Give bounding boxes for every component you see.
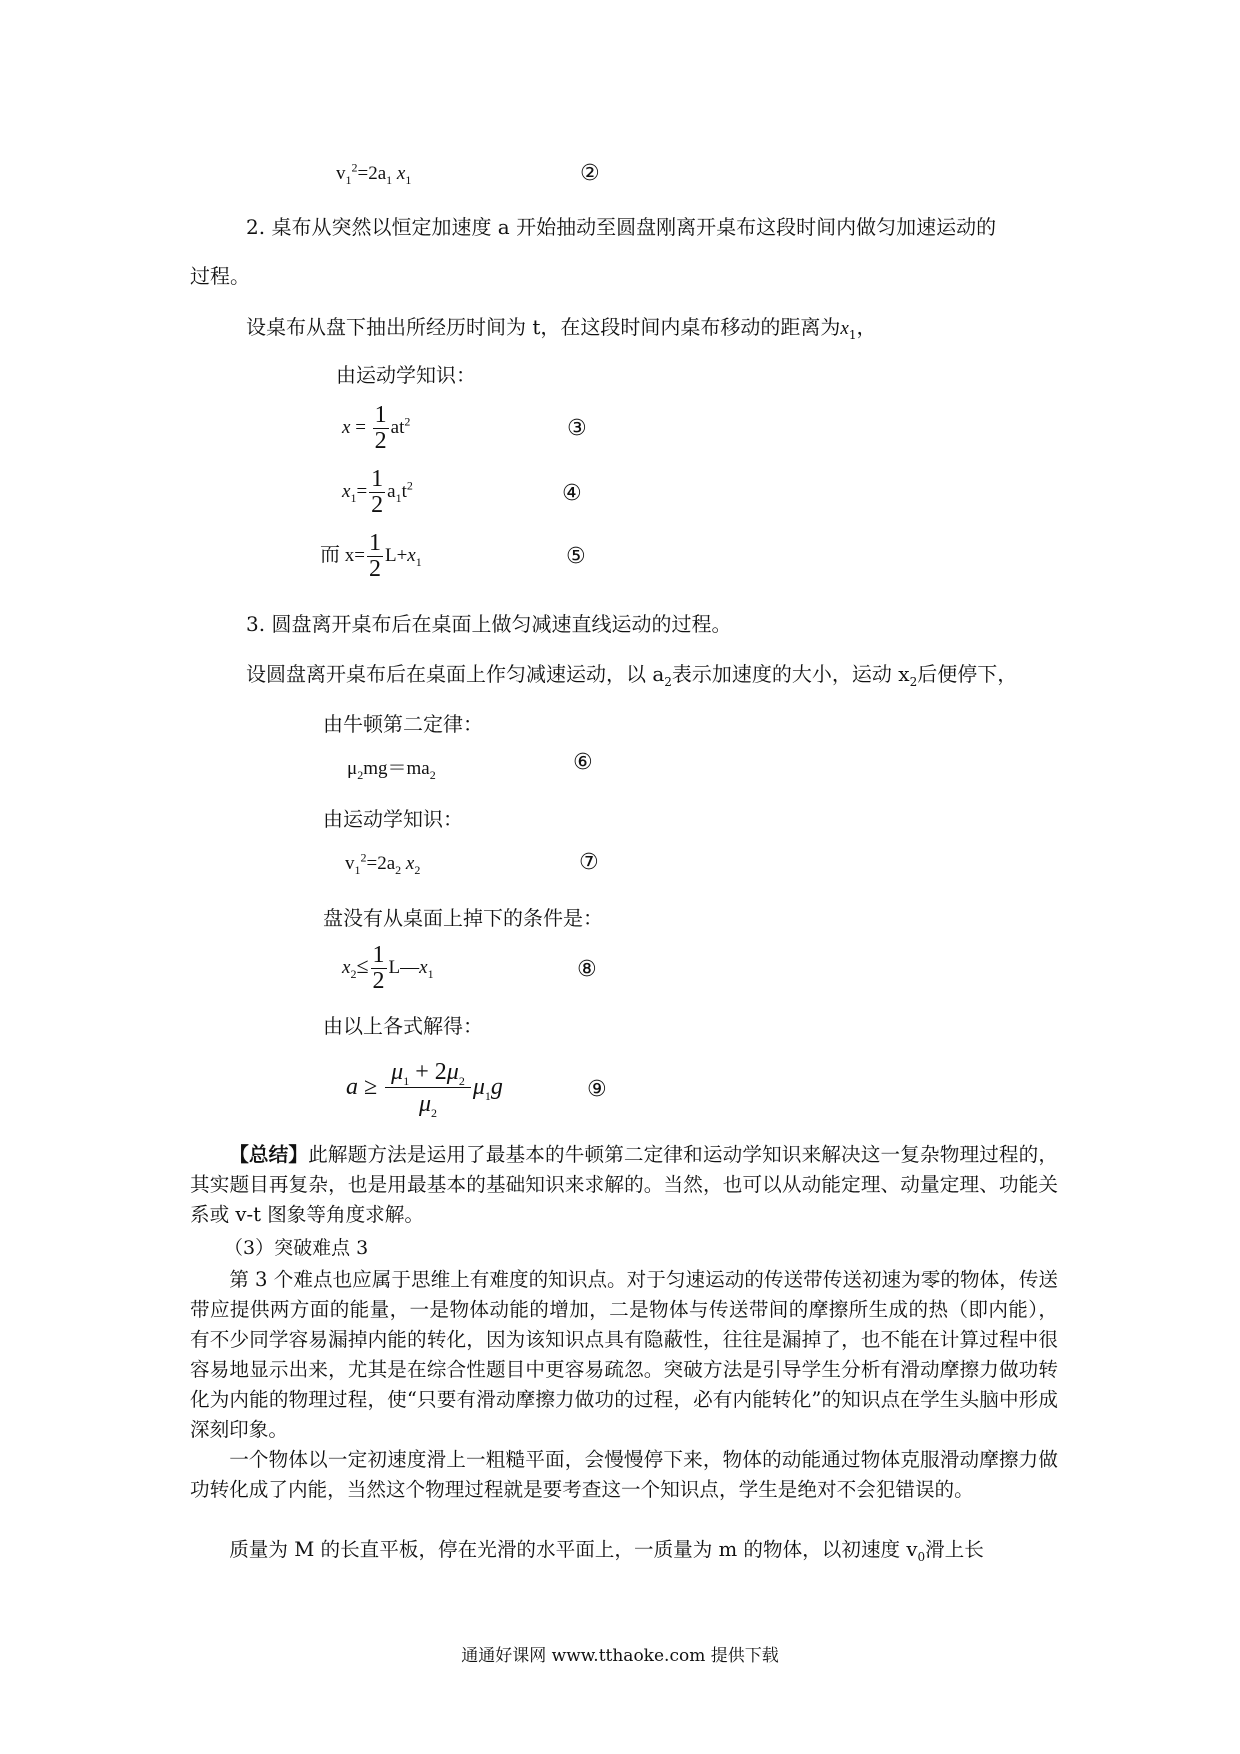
summary-label: 【总结】 [229,1143,309,1166]
section-2-kinematics-label: 由运动学知识： [336,363,476,387]
section-3-setup: 设圆盘离开桌布后在桌面上作匀减速运动，以 $a_2$表示加速度的大小，运动 $x_2$后便停下， [246,662,1018,689]
equation-2: $v_1^2=2a_1$ $x_1$ [336,160,412,187]
equation-number-5: ⑤ [566,544,586,569]
fraction-one-half: $\frac{1}{2}$ [368,530,381,583]
equation-number-2: ② [580,161,600,186]
equation-4: $x_1=$ $\frac{1}{2}$ $a_1t^2$ [342,466,413,519]
equation-number-4: ④ [562,481,582,506]
equation-number-6: ⑥ [573,750,593,775]
equation-number-9: ⑨ [587,1077,607,1102]
fraction-one-half: $\frac{1}{2}$ [372,942,385,995]
difficulty-3-heading: （3）突破难点 3 [224,1237,369,1259]
solve-label: 由以上各式解得： [323,1014,483,1038]
difficulty-3-paragraph-1: 第 3 个难点也应属于思维上有难度的知识点。对于匀速运动的传送带传送初速为零的物体，传送带应提供两方面的能量，一是物体动能的增加，二是物体与传送带间的摩擦所生成的热（即内能），有不少同学容易漏掉内能的转化，因为该知识点具有隐蔽性，往往是漏掉了，也不能在计算过程中很容易地显示出来，尤其是在综合性题目中更容易疏忽。突破方法是引导学生分析有滑动摩擦力做功转化为内能的物理过程，使“只要有滑动摩擦力做功的过程，必有内能转化”的知识点在学生头脑中形成深刻印象。 [190,1268,1058,1441]
page-footer: 通通好课网 www.tthaoke.com 提供下载 [461,1646,779,1666]
section-2-heading-line1: 2. 桌布从突然以恒定加速度 a 开始抽动至圆盘刚离开桌布这段时间内做匀加速运动的 [246,215,997,239]
equation-number-7: ⑦ [579,850,599,875]
equation-7: $v_1^2=2a_2$ $x_2$ [345,850,421,877]
difficulty-3-paragraph-2: 一个物体以一定初速度滑上一粗糙平面，会慢慢停下来，物体的动能通过物体克服滑动摩擦力做功转化成了内能，当然这个物理过程就是要考查这一个知识点，学生是绝对不会犯错误的。 [190,1448,1058,1501]
section-2-setup: 设桌布从盘下抽出所经历时间为 t，在这段时间内桌布移动的距离为$x_1$， [246,315,877,342]
summary-text: 此解题方法是运用了最基本的牛顿第二定律和运动学知识来解决这一复杂物理过程的，其实题目再复杂，也是用最基本的基础知识来求解的。当然，也可以从动能定理、动量定理、功能关系或 v-t 图象等角度求解。 [190,1143,1059,1226]
equation-number-8: ⑧ [577,957,597,982]
equation-8: $x_2\le$ $\frac{1}{2}$ $L—x_1$ [342,942,434,995]
kinematics-label-2: 由运动学知识： [323,807,463,831]
section-3-heading: 3. 圆盘离开桌布后在桌面上做匀减速直线运动的过程。 [246,612,732,636]
condition-label: 盘没有从桌面上掉下的条件是： [323,906,603,930]
summary-paragraph [190,1140,1058,1230]
equation-9: a ≥ $\frac{\mu_1 + 2\mu_2}{\mu_2}$ $\mu_1g$ [346,1059,503,1120]
difficulty-3-paragraph-3: 质量为 M 的长直平板，停在光滑的水平面上，一质量为 m 的物体，以初速度 $v_0$滑上长 [229,1538,984,1564]
fraction-mu: $\frac{\mu_1 + 2\mu_2}{\mu_2}$ [385,1060,471,1117]
fraction-one-half: $\frac{1}{2}$ [374,402,387,455]
equation-3: x = $\frac{1}{2}$ $at^2$ [342,402,411,455]
equation-number-3: ③ [567,416,587,441]
fraction-one-half: $\frac{1}{2}$ [371,466,384,519]
newton-law-label: 由牛顿第二定律： [323,712,483,736]
equation-5: 而 x= $\frac{1}{2}$ $L+x_1$ [320,530,422,583]
section-2-heading-line2: 过程。 [190,264,250,288]
equation-6: $\mu_2mg=ma_2$ [347,758,436,782]
